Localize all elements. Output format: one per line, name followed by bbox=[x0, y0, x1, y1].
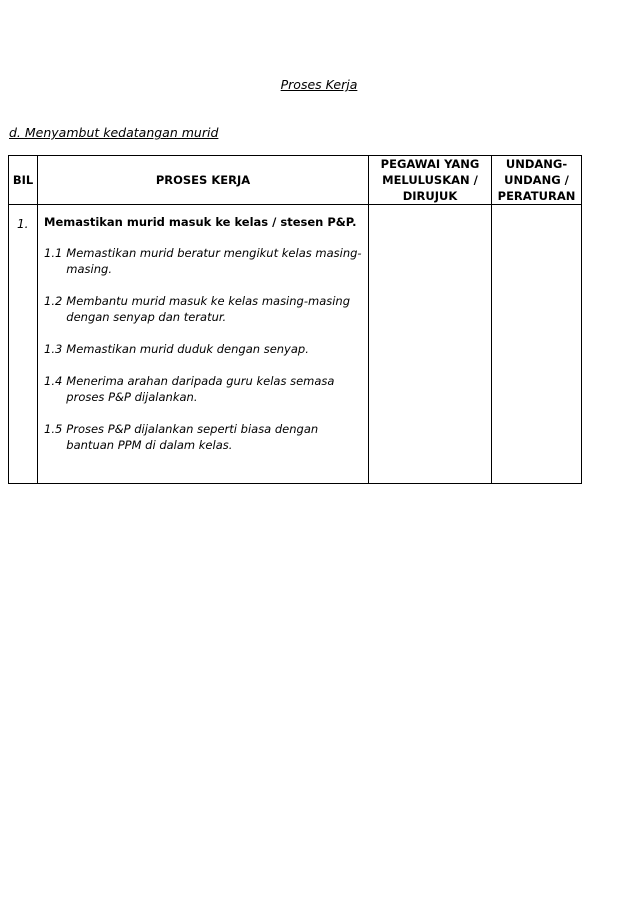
sub-step bbox=[44, 245, 362, 277]
sub-step-text: Menerima arahan daripada guru kelas semasa proses P&P dijalankan. bbox=[66, 374, 335, 404]
header-proses-kerja: PROSES KERJA bbox=[38, 156, 369, 205]
table-header-row bbox=[9, 156, 582, 205]
sub-step-number: 1.5 bbox=[44, 422, 63, 436]
sub-step bbox=[44, 373, 362, 405]
sub-step-number: 1.4 bbox=[44, 374, 63, 388]
row-bil: 1. bbox=[9, 205, 38, 484]
sub-step bbox=[44, 421, 362, 453]
table-row bbox=[9, 205, 582, 484]
sub-step-number: 1.3 bbox=[44, 342, 63, 356]
header-bil: BIL bbox=[9, 156, 38, 205]
main-step: Memastikan murid masuk ke kelas / stesen P&P. bbox=[44, 215, 357, 229]
sub-step-text: Memastikan murid beratur mengikut kelas masing-masing. bbox=[66, 246, 362, 276]
row-proses-kerja bbox=[38, 205, 369, 484]
process-table bbox=[8, 155, 582, 484]
header-undang: UNDANG-UNDANG / PERATURAN bbox=[492, 156, 582, 205]
row-pegawai bbox=[369, 205, 492, 484]
sub-step bbox=[44, 293, 362, 325]
sub-step-number: 1.2 bbox=[44, 294, 63, 308]
sub-step-text: Memastikan murid duduk dengan senyap. bbox=[66, 342, 309, 356]
sub-step-text: Proses P&P dijalankan seperti biasa dengan bantuan PPM di dalam kelas. bbox=[66, 422, 319, 452]
section-title: d. Menyambut kedatangan murid bbox=[9, 125, 219, 140]
header-pegawai: PEGAWAI YANG MELULUSKAN / DIRUJUK bbox=[369, 156, 492, 205]
row-undang bbox=[492, 205, 582, 484]
page-title: Proses Kerja bbox=[280, 77, 358, 92]
sub-step-number: 1.1 bbox=[44, 246, 63, 260]
sub-step-text: Membantu murid masuk ke kelas masing-masing dengan senyap dan teratur. bbox=[66, 294, 351, 324]
sub-step bbox=[44, 341, 362, 357]
